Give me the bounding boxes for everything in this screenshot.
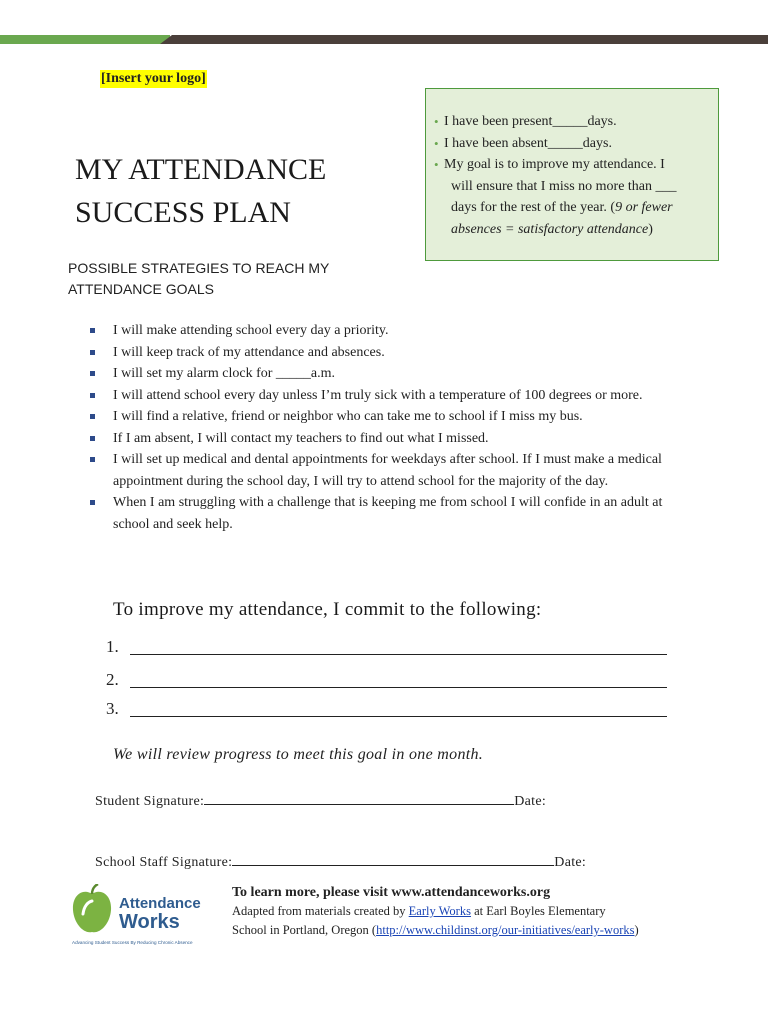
page-title <box>75 148 326 234</box>
square-bullet-icon <box>90 371 95 376</box>
strategies-heading: POSSIBLE STRATEGIES TO REACH MY ATTENDANCE GOALS <box>68 260 330 297</box>
student-signature-row <box>95 792 546 810</box>
goal-item-present: • I have been present_____days. <box>434 111 710 133</box>
logo-wordmark-2: Works <box>119 911 180 933</box>
header-dark-bar <box>160 35 768 44</box>
commit-number: 3. <box>106 699 119 718</box>
goal-item-goal: • My goal is to improve my attendance. I <box>434 154 710 176</box>
apple-logo-icon <box>70 884 206 950</box>
square-bullet-icon <box>90 500 95 505</box>
student-date-label: Date: <box>514 794 547 809</box>
learn-more-text: To learn more, please visit www.attendanceworks.org <box>232 885 551 900</box>
strategy-item: I will make attending school every day a priority. <box>90 320 670 342</box>
strategy-item: I will keep track of my attendance and absences. <box>90 342 670 364</box>
staff-date-label: Date: <box>554 855 587 870</box>
strategy-item: I will set up medical and dental appointments for weekdays after school. If I must make a medical appointment during the school day, I will try to attend school for the majority of the day. <box>90 449 670 492</box>
square-bullet-icon <box>90 436 95 441</box>
commit-underline <box>130 716 667 717</box>
commit-number: 2. <box>106 670 119 689</box>
title-line-2: SUCCESS PLAN <box>75 196 291 229</box>
childinst-link[interactable]: http://www.childinst.org/our-initiatives/early-works <box>376 923 635 937</box>
attendance-goal-box <box>425 88 719 261</box>
logo-wordmark-1: Attendance <box>119 895 201 912</box>
strategy-item: If I am absent, I will contact my teachers to find out what I missed. <box>90 428 670 450</box>
goal-item-goal-cont: will ensure that I miss no more than ___ <box>451 178 677 194</box>
commit-underline <box>130 687 667 688</box>
commit-number: 1. <box>106 637 119 656</box>
student-signature-field[interactable] <box>204 792 514 805</box>
review-note: We will review progress to meet this goal in one month. <box>113 746 484 763</box>
bullet-icon: • <box>434 135 439 151</box>
strategy-item: I will attend school every day unless I’m truly sick with a temperature of 100 degrees or more. <box>90 385 670 407</box>
header-green-bar <box>0 35 170 44</box>
commit-heading: To improve my attendance, I commit to the following: <box>113 599 542 620</box>
staff-signature-label: School Staff Signature: <box>95 855 233 870</box>
square-bullet-icon <box>90 350 95 355</box>
staff-signature-row <box>95 853 586 871</box>
square-bullet-icon <box>90 393 95 398</box>
goal-item-absent: • I have been absent_____days. <box>434 133 710 155</box>
early-works-link[interactable]: Early Works <box>408 904 471 918</box>
commit-line-3[interactable] <box>106 699 119 719</box>
strategy-item: When I am struggling with a challenge that is keeping me from school I will confide in an adult at school and seek help. <box>90 492 670 535</box>
strategies-list <box>90 320 670 535</box>
logo-tagline: Advancing Student Success By Reducing Chronic Absence <box>72 940 193 945</box>
strategy-item: I will find a relative, friend or neighbor who can take me to school if I miss my bus. <box>90 406 670 428</box>
staff-signature-field[interactable] <box>232 853 554 866</box>
bullet-icon: • <box>434 114 439 129</box>
commit-underline <box>130 654 667 655</box>
attendance-works-logo <box>70 884 206 950</box>
goal-item-goal-cont: days for the rest of the year. (9 or fewer <box>451 200 673 215</box>
strategy-item: I will set my alarm clock for _____a.m. <box>90 363 670 385</box>
student-signature-label: Student Signature: <box>95 794 205 809</box>
bullet-icon: • <box>434 157 439 172</box>
square-bullet-icon <box>90 328 95 333</box>
square-bullet-icon <box>90 414 95 419</box>
footer-text <box>232 883 642 940</box>
adapted-from-text: Adapted from materials created by Early Works at Earl Boyles Elementary School in Portland, Oregon (http://www.childinst.org/our-initiatives/early-works) <box>232 904 639 937</box>
logo-placeholder: [Insert your logo] <box>101 71 206 86</box>
square-bullet-icon <box>90 457 95 462</box>
commit-line-2[interactable] <box>106 670 119 690</box>
commit-line-1[interactable] <box>106 637 119 657</box>
title-line-1: MY ATTENDANCE <box>75 153 327 186</box>
goal-item-goal-cont: absences = satisfactory attendance) <box>451 221 653 237</box>
